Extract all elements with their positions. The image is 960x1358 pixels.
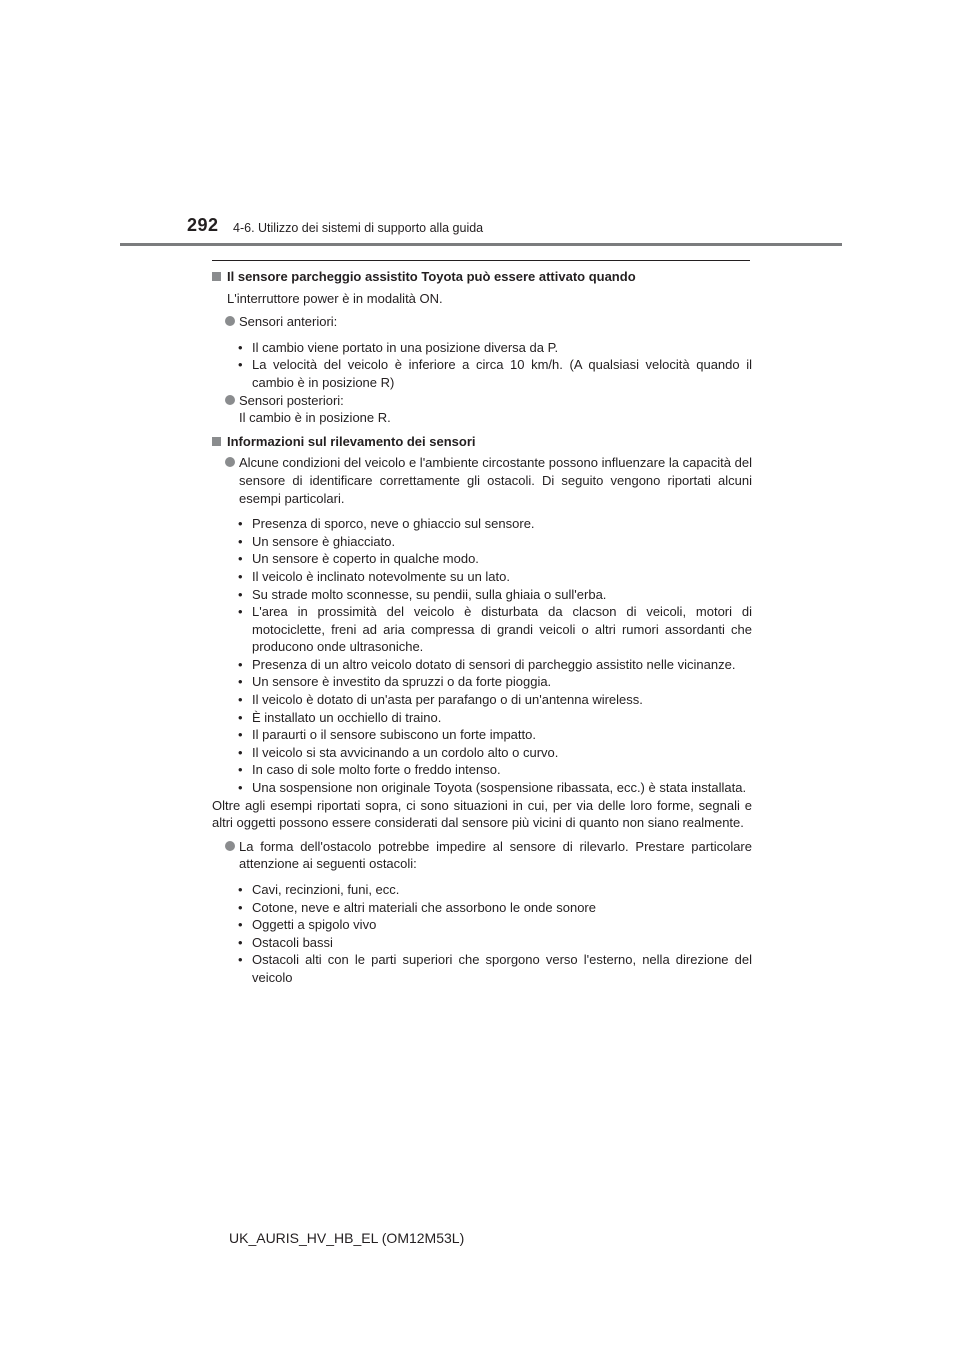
list-item: • Il paraurti o il sensore subiscono un forte impatto. bbox=[238, 727, 536, 743]
list-item-text: L'area in prossimità del veicolo è disturbata da clacson di veicoli, motori di motociclette, freni ad aria compressa di grandi veicoli o altri rumori assordanti che producono onde ultrasoniche. bbox=[252, 604, 752, 655]
heading-detection bbox=[212, 433, 752, 451]
front-conditions-list bbox=[212, 339, 752, 392]
heading-activation bbox=[212, 268, 752, 286]
similar-situations-text: Oltre agli esempi riportati sopra, ci sono situazioni in cui, per via delle loro forme, segnali e altri oggetti possono essere considerati dal sensore più vicini di quanto non siano realmente. bbox=[212, 797, 752, 831]
power-mode-text: L'interruttore power è in modalità ON. bbox=[227, 290, 443, 306]
list-item: • Oggetti a spigolo vivo bbox=[238, 917, 377, 933]
conditions-list bbox=[212, 515, 752, 797]
list-item-text: Presenza di un altro veicolo dotato di sensori di parcheggio assistito nelle vicinanze. bbox=[252, 656, 736, 672]
list-item-text: Un sensore è ghiacciato. bbox=[252, 533, 396, 549]
circle-bullet-icon bbox=[225, 316, 235, 326]
list-item-text: Il veicolo è inclinato notevolmente su un lato. bbox=[252, 568, 510, 584]
list-item: • Un sensore è ghiacciato. bbox=[238, 533, 396, 549]
list-item-text: Su strade molto sconnesse, su pendii, sulla ghiaia o sull'erba. bbox=[252, 586, 607, 602]
list-item: • La velocità del veicolo è inferiore a circa 10 km/h. (A qualsiasi velocità quando il cambio è in posizione R) bbox=[238, 357, 752, 390]
front-sensors-item bbox=[212, 313, 752, 331]
obstacles-list bbox=[212, 881, 752, 987]
section-title: 4-6. Utilizzo dei sistemi di supporto alla guida bbox=[233, 221, 484, 235]
shape-warning-item bbox=[212, 838, 752, 873]
list-item: • Il cambio viene portato in una posizione diversa da P. bbox=[238, 339, 559, 355]
document-code: UK_AURIS_HV_HB_EL (OM12M53L) bbox=[229, 1230, 465, 1246]
list-item: • Presenza di un altro veicolo dotato di sensori di parcheggio assistito nelle vicinanze. bbox=[238, 656, 736, 672]
shape-warning-text: La forma dell'ostacolo potrebbe impedire al sensore di rilevarlo. Prestare particolare attenzione ai seguenti ostacoli: bbox=[239, 838, 752, 872]
list-item: • Un sensore è coperto in qualche modo. bbox=[238, 551, 479, 567]
list-item-text: Il cambio viene portato in una posizione diversa da P. bbox=[252, 339, 559, 355]
list-item: • Un sensore è investito da spruzzi o da forte pioggia. bbox=[238, 674, 552, 690]
list-item-text: Ostacoli bassi bbox=[252, 934, 333, 950]
front-sensors-label: Sensori anteriori: bbox=[239, 314, 338, 330]
list-item-text: Cotone, neve e altri materiali che assorbono le onde sonore bbox=[252, 899, 596, 915]
page-content bbox=[212, 268, 752, 987]
list-item: • Una sospensione non originale Toyota (sospensione ribassata, ecc.) è stata installata. bbox=[238, 780, 747, 796]
list-item-text: È installato un occhiello di traino. bbox=[252, 709, 442, 725]
content-divider bbox=[212, 260, 750, 261]
list-item: • In caso di sole molto forte o freddo intenso. bbox=[238, 762, 501, 778]
list-item-text: Il veicolo è dotato di un'asta per parafango o di un'antenna wireless. bbox=[252, 692, 643, 708]
list-item: • Il veicolo è dotato di un'asta per parafango o di un'antenna wireless. bbox=[238, 692, 643, 708]
heading-activation-text: Il sensore parcheggio assistito Toyota può essere attivato quando bbox=[227, 269, 636, 284]
square-bullet-icon bbox=[212, 437, 221, 446]
square-bullet-icon bbox=[212, 272, 221, 281]
list-item-text: Un sensore è coperto in qualche modo. bbox=[252, 551, 479, 567]
list-item-text: Ostacoli alti con le parti superiori che sporgono verso l'esterno, nella direzione del veicolo bbox=[252, 952, 752, 985]
list-item-text: Presenza di sporco, neve o ghiaccio sul sensore. bbox=[252, 516, 535, 532]
list-item: • È installato un occhiello di traino. bbox=[238, 709, 442, 725]
detection-intro-text: Alcune condizioni del veicolo e l'ambiente circostante possono influenzare la capacità del sensore di identificare correttamente gli ostacoli. Di seguito vengono riportati alcuni esempi particolari. bbox=[239, 455, 752, 506]
list-item-text: Oggetti a spigolo vivo bbox=[252, 917, 377, 933]
rear-sensors-label: Sensori posteriori: bbox=[239, 392, 344, 408]
list-item: • Il veicolo è inclinato notevolmente su un lato. bbox=[238, 568, 510, 584]
list-item: • Cotone, neve e altri materiali che assorbono le onde sonore bbox=[238, 899, 596, 915]
list-item: • Ostacoli alti con le parti superiori che sporgono verso l'esterno, nella direzione del veicolo bbox=[238, 952, 752, 985]
heading-detection-text: Informazioni sul rilevamento dei sensori bbox=[227, 433, 476, 449]
list-item-text: Il paraurti o il sensore subiscono un forte impatto. bbox=[252, 727, 536, 743]
circle-bullet-icon bbox=[225, 457, 235, 467]
list-item-text: Un sensore è investito da spruzzi o da forte pioggia. bbox=[252, 674, 552, 690]
rear-sensors-text: Il cambio è in posizione R. bbox=[239, 410, 391, 426]
list-item: • Su strade molto sconnesse, su pendii, sulla ghiaia o sull'erba. bbox=[238, 586, 607, 602]
list-item: • Ostacoli bassi bbox=[238, 934, 333, 950]
list-item: • L'area in prossimità del veicolo è disturbata da clacson di veicoli, motori di motociclette, freni ad aria compressa di grandi veicoli o altri rumori assordanti che producono onde ultrasoniche. bbox=[238, 604, 752, 655]
rear-sensors-item bbox=[212, 392, 752, 427]
list-item-text: Cavi, recinzioni, funi, ecc. bbox=[252, 882, 400, 897]
list-item: • Presenza di sporco, neve o ghiaccio sul sensore. bbox=[238, 516, 535, 532]
list-item-text: Una sospensione non originale Toyota (sospensione ribassata, ecc.) è stata installata. bbox=[252, 780, 747, 796]
detection-intro-item bbox=[212, 454, 752, 507]
circle-bullet-icon bbox=[225, 395, 235, 405]
list-item-text: Il veicolo si sta avvicinando a un cordolo alto o curvo. bbox=[252, 744, 559, 760]
circle-bullet-icon bbox=[225, 841, 235, 851]
list-item-text: La velocità del veicolo è inferiore a circa 10 km/h. (A qualsiasi velocità quando il cambio è in posizione R) bbox=[252, 357, 752, 390]
page-number: 292 bbox=[187, 215, 219, 235]
header-divider bbox=[120, 243, 842, 246]
list-item: • Il veicolo si sta avvicinando a un cordolo alto o curvo. bbox=[238, 744, 559, 760]
list-item-text: In caso di sole molto forte o freddo intenso. bbox=[252, 762, 501, 778]
list-item: • Cavi, recinzioni, funi, ecc. bbox=[238, 882, 400, 897]
